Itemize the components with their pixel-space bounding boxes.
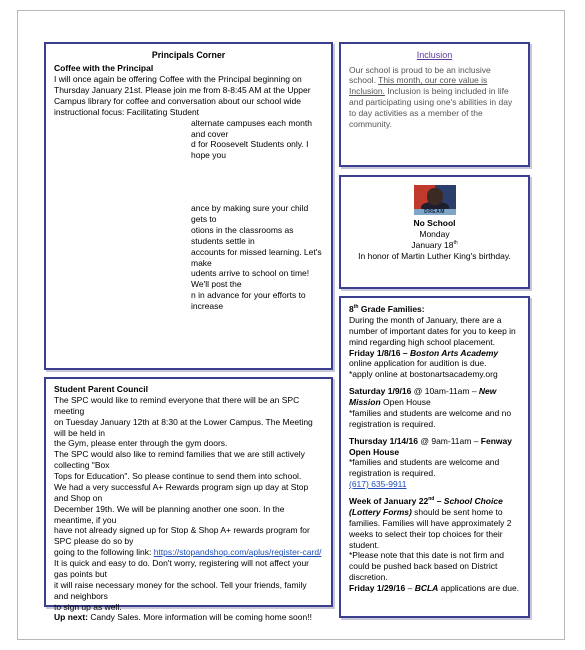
event-note: *apply online at bostonartsacademy.org (349, 369, 498, 380)
principals-corner-title: Principals Corner (151, 50, 226, 60)
spc-up-next: Up next: Candy Sales. More information will be coming home soon!! (54, 612, 312, 623)
spc-line: have not already signed up for Stop & Shop A+ rewards program for SPC please do so by (54, 525, 310, 547)
fragment-line: n in advance for your efforts to increase (191, 290, 306, 311)
spc-line: Tops for Education". So please continue to send them into school. (54, 471, 302, 481)
event-school-choice: Week of January 22nd – School Choice (Lottery Forms) should be sent home to families. Families will have approximately 2 weeks to select their top choices for their student. (349, 496, 512, 550)
spc-line: December 19th. We will be planning another one soon. In the meantime, if you (54, 503, 285, 525)
event-note: *Please note that this date is not firm and could be pushed back based on District discretion. (349, 550, 504, 583)
coffee-subtitle: Coffee with the Principal (54, 63, 154, 74)
event-bcla: Friday 1/29/16 – BCLA applications are due. (349, 583, 520, 593)
spc-line: The SPC would also like to remind families that we are still actively collecting "Box (54, 449, 305, 471)
spc-line: on Tuesday January 12th at 8:30 at the Lower Campus. The Meeting will be held in (54, 416, 313, 438)
fragment-line: accounts for missed learning. Let's make (191, 246, 322, 268)
no-school-title: No School (413, 218, 456, 228)
grade8-intro: During the month of January, there are a number of important dates for you to keep in mind regarding high school placement. (349, 314, 516, 347)
inclusion-text: Our school is proud to be an inclusive school. This month, our core value is Inclusion. Inclusion is being included in life and participating using one's abilities in day to day activities as a member of the community. (349, 64, 513, 129)
inclusion-box (339, 42, 530, 167)
event-boston-arts: Friday 1/8/16 – Boston Arts Academy online application for audition is due. (349, 347, 499, 369)
fenway-phone[interactable]: (617) 635-9911 (349, 479, 407, 490)
event-note: *families and students are welcome and registration is required. (349, 457, 500, 479)
spc-line: We had a very successful A+ Rewards program sign up day at Stop and Shop on (54, 481, 309, 503)
fragment-line: otions in the classrooms as students settle in (191, 224, 294, 246)
spc-line: It is quick and easy to do. Don't worry, registering will not affect your gas points but (54, 558, 310, 579)
inclusion-title[interactable]: Inclusion (416, 50, 453, 60)
event-fenway: Thursday 1/14/16 @ 9am-11am – Fenway Open House (349, 435, 512, 457)
spc-link-line: going to the following link: https://stopandshop.com/aplus/register-card/ (54, 547, 322, 558)
no-school-note: In honor of Martin Luther King's birthday. (358, 250, 511, 261)
student-parent-council-box (44, 377, 333, 623)
fragment-line: alternate campuses each month and cover (191, 117, 312, 139)
principals-corner-box (44, 42, 333, 370)
no-school-box (339, 175, 530, 289)
spc-line: the Gym, please enter through the gym doors. (54, 438, 228, 449)
spc-line: The SPC would like to remind everyone that there will be an SPC meeting (54, 394, 300, 416)
spc-line: it will raise necessary money for the school. Tell your friends, family and neighbors (54, 579, 307, 601)
no-school-date: January 18th (411, 239, 458, 250)
fragment-line: udents arrive to school on time! We'll post the (191, 268, 310, 290)
fragment-line: d for Roosevelt Students only. I hope you (191, 139, 309, 161)
dream-caption: DREAM (414, 209, 456, 215)
grade8-families-box (339, 296, 530, 618)
no-school-day: Monday (419, 228, 450, 239)
spc-line: to sign up as well. (54, 601, 122, 612)
event-note: *families and students are welcome and no registration is required. (349, 407, 512, 429)
spc-title: Student Parent Council (54, 384, 148, 394)
event-new-mission: Saturday 1/9/16 @ 10am-11am – New Mission Open House (349, 386, 497, 407)
grade8-title: 8th Grade Families: (349, 304, 425, 314)
fragment-line: ance by making sure your child gets to (191, 203, 309, 224)
stop-and-shop-link[interactable]: https://stopandshop.com/aplus/register-card/ (153, 547, 322, 558)
mlk-dream-image (414, 185, 456, 215)
coffee-paragraph: I will once again be offering Coffee with the Principal beginning on Thursday January 21st. Please join me from 8-8:45 AM at the Upper Campus library for coffee and conversation about our school wide instructional focus: Facilitating Student (54, 74, 311, 117)
